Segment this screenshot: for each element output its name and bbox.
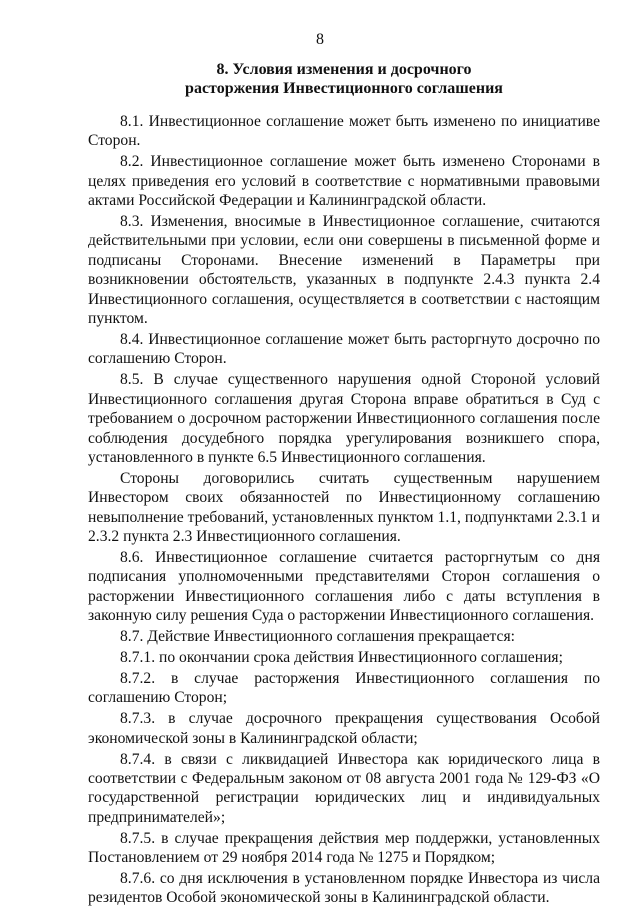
section-heading [88,60,600,98]
page-number: 8 [316,31,324,48]
paragraph-8-5: 8.5. В случае существенного нарушения одной Стороной условий Инвестиционного соглашения другая Сторона вправе обратиться в Суд с требованием о досрочном расторжении Инвестиционного соглашения после соблюдения досудебного порядка урегулирования возникшего спора, установленного в пункте 6.5 Инвестиционного соглашения. [88,371,600,466]
paragraph-8-7-1: 8.7.1. по окончании срока действия Инвестиционного соглашения; [120,648,563,666]
section-heading-line-1: 8. Условия изменения и досрочного [216,61,472,78]
document-body [88,112,600,909]
paragraph-8-7-5: 8.7.5. в случае прекращения действия мер поддержки, установленных Постановлением от 29 ноября 2014 года № 1275 и Порядком; [88,829,600,867]
paragraph-8-6: 8.6. Инвестиционное соглашение считается расторгнутым со дня подписания уполномоченными представителями Сторон соглашения о расторжении Инвестиционного соглашения либо с даты вступления в законную силу решения Суда о расторжении Инвестиционного соглашения. [88,548,600,625]
paragraph-8-1: 8.1. Инвестиционное соглашение может быть изменено по инициативе Сторон. [88,113,600,150]
paragraph-8-5-material-breach: Стороны договорились считать существенным нарушением Инвестором своих обязанностей по Инвестиционному соглашению невыполнение требований, установленных пунктом 1.1, подпунктами 2.3.1 и 2.3.2 пункта 2.3 Инвестиционного соглашения. [88,469,600,546]
paragraph-8-7-4: 8.7.4. в связи с ликвидацией Инвестора как юридического лица в соответствии с Федеральным законом от 08 августа 2001 года № 129-ФЗ «О государственной регистрации юридических лиц и индивидуальных предпринимателей»; [88,750,600,826]
paragraph-8-3: 8.3. Изменения, вносимые в Инвестиционное соглашение, считаются действительными при условии, если они совершены в письменной форме и подписаны Сторонами. Внесение изменений в Параметры при возникновении обстоятельств, указанных в подпункте 2.4.3 пункта 2.4 Инвестиционного соглашения, осуществляется в соответствии с настоящим пунктом. [88,213,600,328]
section-heading-line-2: расторжения Инвестиционного соглашения [185,80,503,97]
paragraph-8-7-2: 8.7.2. в случае расторжения Инвестиционного соглашения по соглашению Сторон; [88,669,600,707]
paragraph-8-7-3: 8.7.3. в случае досрочного прекращения существования Особой экономической зоны в Калининградской области; [88,710,600,747]
paragraph-8-7-6: 8.7.6. со дня исключения в установленном порядке Инвестора из числа резидентов Особой экономической зоны в Калининградской области. [88,869,600,907]
paragraph-8-7: 8.7. Действие Инвестиционного соглашения прекращается: [120,628,515,646]
paragraph-8-4: 8.4. Инвестиционное соглашение может быть расторгнуто досрочно по соглашению Сторон. [88,330,600,368]
paragraph-8-2: 8.2. Инвестиционное соглашение может быть изменено Сторонами в целях приведения его условий в соответствие с нормативными правовыми актами Российской Федерации и Калининградской области. [88,153,600,210]
